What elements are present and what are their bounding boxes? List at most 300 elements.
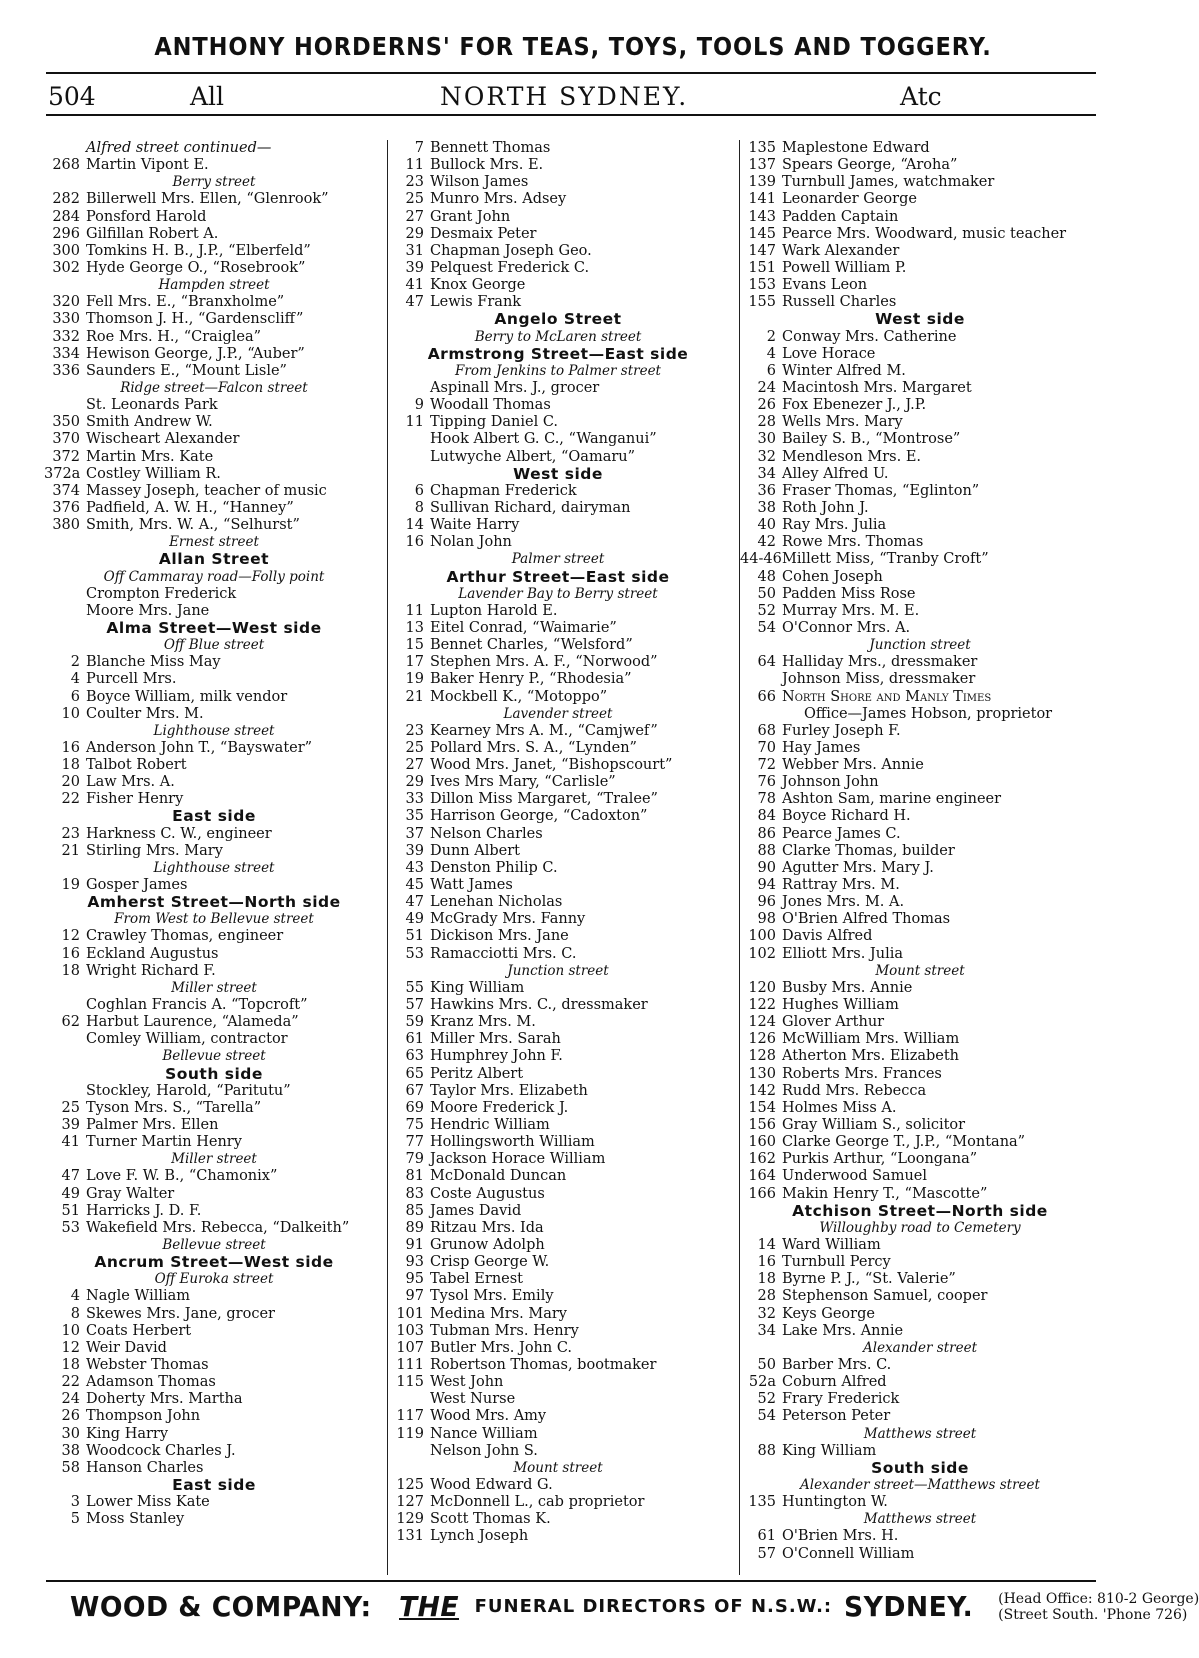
resident-name: Underwood Samuel	[782, 1168, 927, 1185]
directory-entry	[44, 1168, 384, 1185]
directory-entry	[388, 140, 728, 157]
directory-entry	[740, 449, 1100, 466]
house-number: 36	[757, 482, 776, 499]
directory-entry	[740, 723, 1100, 740]
resident-name: Bennet Charles, “Welsford”	[430, 637, 633, 654]
house-number: 52	[757, 1391, 776, 1408]
footer-city: SYDNEY.	[844, 1590, 974, 1623]
directory-entry	[44, 1374, 384, 1391]
house-number: 86	[757, 825, 776, 842]
house-number: 98	[757, 911, 776, 928]
house-number: 21	[405, 688, 424, 705]
directory-entry	[740, 380, 1100, 397]
directory-entry	[388, 517, 728, 534]
resident-name: Wark Alexander	[782, 242, 900, 259]
street-heading: East side	[172, 807, 256, 826]
resident-name: Ramacciotti Mrs. C.	[430, 945, 577, 962]
house-number: 89	[405, 1219, 424, 1236]
house-number: 154	[748, 1099, 776, 1116]
directory-entry	[44, 1306, 384, 1323]
resident-name: Eckland Augustus	[86, 945, 219, 962]
directory-entry	[388, 1203, 728, 1220]
house-number: 10	[61, 705, 80, 722]
resident-name: Thomson J. H., “Gardenscliff”	[86, 311, 304, 328]
cross-street-note: Lavender street	[503, 705, 613, 722]
resident-name: Glover Arthur	[782, 1014, 885, 1031]
house-number: 32	[757, 1305, 776, 1322]
directory-entry	[44, 877, 384, 894]
resident-name: Billerwell Mrs. Ellen, “Glenrook”	[86, 191, 329, 208]
directory-entry	[740, 1066, 1100, 1083]
directory-entry	[740, 346, 1100, 363]
resident-name: Denston Philip C.	[430, 859, 558, 876]
directory-entry	[388, 157, 728, 174]
street-heading: Alma Street—West side	[106, 618, 322, 637]
resident-name: Nelson Charles	[430, 825, 543, 842]
resident-name: Crawley Thomas, engineer	[86, 928, 284, 945]
directory-entry	[388, 826, 728, 843]
resident-name: Roberts Mrs. Frances	[782, 1065, 942, 1082]
house-number: 53	[61, 1219, 80, 1236]
house-number: 124	[748, 1014, 776, 1031]
house-number: 28	[757, 1288, 776, 1305]
resident-name: Lake Mrs. Annie	[782, 1322, 904, 1339]
house-number: 50	[757, 1356, 776, 1373]
directory-entry	[388, 1511, 728, 1528]
directory-entry	[740, 946, 1100, 963]
resident-name: Makin Henry T., “Mascotte”	[782, 1185, 988, 1202]
cross-street-note: Alfred street continued—	[86, 140, 272, 156]
directory-entry	[388, 1477, 728, 1494]
footer-company: WOOD & COMPANY:	[70, 1590, 372, 1623]
resident-name: Wright Richard F.	[86, 962, 216, 979]
house-number: 14	[757, 1237, 776, 1253]
directory-entry	[44, 671, 384, 688]
house-number: 8	[414, 499, 424, 516]
directory-entry	[740, 1254, 1100, 1271]
cross-street-note: Berry street	[172, 174, 256, 191]
directory-entry	[740, 414, 1100, 431]
directory-entry	[44, 826, 384, 843]
house-number: 34	[757, 465, 776, 482]
resident-name: Hendric William	[430, 1117, 550, 1134]
house-number: 103	[396, 1322, 424, 1339]
directory-entry	[44, 294, 384, 311]
resident-name: Nelson John S.	[430, 1442, 538, 1459]
house-number: 126	[748, 1031, 776, 1048]
cross-street-note: Ernest street	[169, 534, 259, 551]
directory-entry	[740, 1237, 1100, 1254]
directory-entry	[388, 654, 728, 671]
house-number: 23	[61, 825, 80, 842]
house-number: 54	[757, 1408, 776, 1425]
house-number: 67	[405, 1082, 424, 1099]
resident-name: Atherton Mrs. Elizabeth	[782, 1048, 960, 1065]
street-heading: Arthur Street—East side	[446, 567, 670, 586]
resident-name: Russell Charles	[782, 294, 897, 311]
house-number: 30	[757, 431, 776, 448]
resident-name: McGrady Mrs. Fanny	[430, 911, 586, 928]
advertising-banner: ANTHONY HORDERNS' FOR TEAS, TOYS, TOOLS AND TOGGERY.	[154, 32, 992, 61]
house-number: 72	[757, 757, 776, 774]
directory-entry	[740, 157, 1100, 174]
house-number: 24	[61, 1391, 80, 1408]
house-number: 62	[61, 1014, 80, 1031]
house-number: 119	[396, 1425, 424, 1442]
house-number: 29	[405, 774, 424, 791]
cross-street-note: Palmer street	[511, 551, 605, 568]
directory-entry	[44, 586, 384, 603]
directory-entry	[388, 1528, 728, 1545]
resident-name: Coulter Mrs. M.	[86, 705, 204, 722]
directory-entry	[740, 140, 1100, 157]
directory-entry	[388, 1306, 728, 1323]
directory-entry	[44, 1391, 384, 1408]
directory-entry	[44, 449, 384, 466]
house-number: 65	[405, 1065, 424, 1082]
cross-street-note: From West to Bellevue street	[114, 911, 314, 928]
cross-street-note: Lavender Bay to Berry street	[458, 585, 658, 602]
resident-name: Medina Mrs. Mary	[430, 1305, 567, 1322]
house-number: 147	[748, 242, 776, 259]
page-title: NORTH SYDNEY.	[440, 82, 689, 111]
cross-street-note: Alexander street	[863, 1339, 977, 1356]
house-number: 64	[757, 654, 776, 671]
house-number: 59	[405, 1014, 424, 1031]
resident-name: Blanche Miss May	[86, 654, 221, 671]
resident-name: Love Horace	[782, 345, 876, 362]
directory-entry	[740, 1134, 1100, 1151]
resident-name: Wood Mrs. Janet, “Bishopscourt”	[430, 757, 673, 774]
resident-name: Dillon Miss Margaret, “Tralee”	[430, 791, 658, 808]
resident-name: Anderson John T., “Bayswater”	[86, 739, 313, 756]
directory-entry	[388, 1271, 728, 1288]
house-number: 37	[405, 825, 424, 842]
house-number: 30	[61, 1425, 80, 1442]
house-number: 11	[405, 602, 424, 619]
house-number: 33	[405, 791, 424, 808]
house-number: 96	[757, 894, 776, 911]
house-number: 6	[766, 362, 776, 379]
directory-entry	[388, 740, 728, 757]
resident-name: Leonarder George	[782, 191, 917, 208]
directory-entry	[740, 569, 1100, 586]
house-number: 23	[405, 722, 424, 739]
resident-name: Purkis Arthur, “Loongana”	[782, 1151, 978, 1168]
resident-name: Wood Mrs. Amy	[430, 1408, 547, 1425]
cross-street-note: Mount street	[875, 962, 965, 979]
directory-entry	[388, 894, 728, 911]
resident-name: McDonald Duncan	[430, 1168, 567, 1185]
directory-entry	[388, 1151, 728, 1168]
directory-entry	[388, 483, 728, 500]
house-number: 166	[748, 1185, 776, 1202]
resident-name: Nagle William	[86, 1288, 191, 1305]
resident-name: Jackson Horace William	[430, 1151, 606, 1168]
resident-name: Cohen Joseph	[782, 568, 883, 585]
house-number: 117	[396, 1408, 424, 1425]
cross-street-note: Off Euroka street	[154, 1271, 274, 1288]
resident-name: Martin Vipont E.	[86, 157, 209, 174]
page-number: 504	[48, 82, 96, 111]
resident-name: Skewes Mrs. Jane, grocer	[86, 1305, 275, 1322]
resident-name: Grant John	[430, 208, 511, 225]
house-number: 6	[414, 482, 424, 499]
house-number: 143	[748, 208, 776, 225]
house-number: 4	[766, 345, 776, 362]
street-heading: Allan Street	[158, 550, 270, 569]
resident-name: West Nurse	[430, 1391, 516, 1408]
house-number: 15	[405, 637, 424, 654]
house-number: 43	[405, 859, 424, 876]
resident-name: Wakefield Mrs. Rebecca, “Dalkeith”	[86, 1219, 350, 1236]
directory-entry	[388, 1014, 728, 1031]
directory-entry	[740, 894, 1100, 911]
resident-name: Massey Joseph, teacher of music	[86, 482, 327, 499]
directory-entry	[740, 260, 1100, 277]
house-number: 54	[757, 619, 776, 636]
house-number: 100	[748, 928, 776, 945]
house-number: 139	[748, 174, 776, 191]
directory-entry	[388, 1391, 728, 1408]
directory-entry	[388, 1288, 728, 1305]
house-number: 47	[405, 294, 424, 311]
directory-entry	[388, 946, 728, 963]
resident-name: Stephenson Samuel, cooper	[782, 1288, 988, 1305]
resident-name: Roe Mrs. H., “Craiglea”	[86, 328, 262, 345]
directory-entry	[740, 1391, 1100, 1408]
resident-name: Gray Walter	[86, 1185, 175, 1202]
directory-entry	[740, 1151, 1100, 1168]
house-number: 20	[61, 774, 80, 791]
resident-name: Boyce William, milk vendor	[86, 688, 288, 705]
resident-name: Elliott Mrs. Julia	[782, 945, 903, 962]
house-number: 2	[70, 654, 80, 671]
directory-entry	[740, 1357, 1100, 1374]
directory-entry	[44, 774, 384, 791]
resident-name: Hay James	[782, 739, 861, 756]
resident-name: Hyde George O., “Rosebrook”	[86, 259, 306, 276]
resident-name: Hewison George, J.P., “Auber”	[86, 345, 305, 362]
resident-name: Fisher Henry	[86, 791, 184, 808]
resident-name: Ward William	[782, 1237, 881, 1253]
directory-entry	[44, 226, 384, 243]
directory-entry	[740, 1168, 1100, 1185]
resident-name: Turnbull James, watchmaker	[782, 174, 995, 191]
directory-entry	[740, 397, 1100, 414]
cross-street-note: Off Blue street	[163, 637, 265, 654]
directory-entry	[740, 620, 1100, 637]
directory-entry	[740, 689, 1100, 706]
directory-entry	[740, 1374, 1100, 1391]
cross-street-note: Lighthouse street	[153, 722, 275, 739]
directory-entry	[44, 209, 384, 226]
street-heading: Angelo Street	[494, 310, 622, 329]
resident-name: James David	[430, 1202, 522, 1219]
resident-name: Moore Frederick J.	[430, 1099, 569, 1116]
directory-entry	[44, 791, 384, 808]
house-number: 376	[52, 499, 80, 516]
directory-entry	[740, 191, 1100, 208]
house-number: 51	[61, 1202, 80, 1219]
directory-entry	[44, 311, 384, 328]
house-number: 48	[757, 568, 776, 585]
house-number: 16	[757, 1254, 776, 1271]
column-right	[740, 140, 1100, 1563]
house-number: 11	[405, 157, 424, 174]
directory-entry	[44, 1323, 384, 1340]
resident-name: Tomkins H. B., J.P., “Elberfeld”	[86, 242, 311, 259]
directory-entry	[44, 1134, 384, 1151]
directory-entry	[388, 1443, 728, 1460]
resident-name: Hanson Charles	[86, 1459, 204, 1476]
resident-name: Crisp George W.	[430, 1254, 550, 1271]
house-number	[44, 586, 86, 603]
directory-entry	[44, 843, 384, 860]
house-number: 26	[757, 397, 776, 414]
house-number: 97	[405, 1288, 424, 1305]
house-number: 21	[61, 842, 80, 859]
directory-entry	[740, 483, 1100, 500]
directory-entry	[740, 431, 1100, 448]
directory-entry	[44, 329, 384, 346]
directory-entry	[44, 997, 384, 1014]
resident-name: Coats Herbert	[86, 1322, 192, 1339]
directory-entry	[740, 1186, 1100, 1203]
directory-entry	[388, 1426, 728, 1443]
house-number: 11	[405, 414, 424, 431]
house-number: 10	[61, 1322, 80, 1339]
directory-entry	[740, 586, 1100, 603]
resident-name: Office—James Hobson, proprietor	[804, 705, 1053, 722]
house-number: 57	[757, 1545, 776, 1562]
resident-name: Byrne P. J., “St. Valerie”	[782, 1271, 956, 1288]
house-number: 4	[70, 1288, 80, 1305]
directory-entry	[740, 1306, 1100, 1323]
directory-entry	[388, 1066, 728, 1083]
resident-name: McWilliam Mrs. William	[782, 1031, 960, 1048]
directory-entry	[388, 1340, 728, 1357]
house-number: 350	[52, 414, 80, 431]
directory-entry	[740, 1014, 1100, 1031]
resident-name: King William	[430, 979, 525, 996]
resident-name: Woodcock Charles J.	[86, 1442, 236, 1459]
directory-entry	[44, 654, 384, 671]
resident-name: Moss Stanley	[86, 1511, 185, 1528]
directory-entry	[44, 1100, 384, 1117]
resident-name: Rowe Mrs. Thomas	[782, 534, 924, 551]
house-number: 24	[757, 379, 776, 396]
resident-name: Pearce James C.	[782, 825, 901, 842]
resident-name: Keys George	[782, 1305, 875, 1322]
house-number: 127	[396, 1494, 424, 1511]
resident-name: Jones Mrs. M. A.	[782, 894, 905, 911]
directory-entry	[44, 603, 384, 620]
street-heading: Armstrong Street—East side	[427, 344, 689, 363]
house-number: 164	[748, 1168, 776, 1185]
directory-entry	[740, 1083, 1100, 1100]
resident-name: Hawkins Mrs. C., dressmaker	[430, 997, 648, 1014]
resident-name: Tyson Mrs. S., “Tarella”	[86, 1099, 262, 1116]
house-number: 16	[405, 534, 424, 551]
street-heading: West side	[875, 310, 965, 329]
house-number: 13	[405, 619, 424, 636]
house-number: 372	[52, 448, 80, 465]
resident-name: Eitel Conrad, “Waimarie”	[430, 619, 617, 636]
house-number: 5	[70, 1511, 80, 1528]
house-number: 16	[61, 739, 80, 756]
house-number	[44, 397, 86, 414]
directory-entry	[388, 500, 728, 517]
directory-entry	[740, 329, 1100, 346]
directory-entry	[388, 928, 728, 945]
house-number: 83	[405, 1185, 424, 1202]
resident-name: Waite Harry	[430, 517, 520, 534]
resident-name: Pearce Mrs. Woodward, music teacher	[782, 225, 1067, 242]
house-number: 57	[405, 997, 424, 1014]
footer-office-line2: (Street South. 'Phone 726)	[998, 1606, 1188, 1623]
cross-street-note: Mount street	[513, 1459, 603, 1476]
house-number: 128	[748, 1048, 776, 1065]
resident-name: Lupton Harold E.	[430, 602, 558, 619]
resident-name: Harricks J. D. F.	[86, 1202, 202, 1219]
resident-name: Mockbell K., “Motoppo”	[430, 688, 608, 705]
directory-entry	[44, 946, 384, 963]
resident-name: Holmes Miss A.	[782, 1099, 897, 1116]
directory-entry	[44, 963, 384, 980]
street-heading: Ancrum Street—West side	[94, 1253, 334, 1272]
house-number: 162	[748, 1151, 776, 1168]
house-number: 95	[405, 1271, 424, 1288]
resident-name: Ponsford Harold	[86, 208, 207, 225]
resident-name: Wood Edward G.	[430, 1476, 553, 1493]
house-number: 29	[405, 225, 424, 242]
house-number: 380	[52, 517, 80, 534]
resident-name: Turner Martin Henry	[86, 1134, 242, 1151]
house-number: 330	[52, 311, 80, 328]
house-number: 372a	[44, 465, 81, 482]
house-number: 39	[405, 259, 424, 276]
house-number	[44, 603, 86, 620]
house-number: 45	[405, 877, 424, 894]
resident-name: Maplestone Edward	[782, 140, 930, 156]
street-heading: West side	[513, 464, 603, 483]
resident-name: King William	[782, 1442, 877, 1459]
directory-entry	[740, 740, 1100, 757]
resident-name: Dunn Albert	[430, 842, 520, 859]
house-number: 38	[757, 499, 776, 516]
resident-name: Coburn Alfred	[782, 1374, 887, 1391]
directory-entry	[44, 363, 384, 380]
street-heading: East side	[172, 1475, 256, 1494]
directory-entry	[740, 1288, 1100, 1305]
directory-entry	[740, 911, 1100, 928]
house-number: 18	[757, 1271, 776, 1288]
resident-name: Taylor Mrs. Elizabeth	[430, 1082, 588, 1099]
directory-entry	[388, 1254, 728, 1271]
house-number	[388, 1391, 430, 1408]
house-number: 156	[748, 1117, 776, 1134]
house-number: 101	[396, 1305, 424, 1322]
house-number: 79	[405, 1151, 424, 1168]
directory-entry	[740, 174, 1100, 191]
directory-entry	[388, 860, 728, 877]
house-number: 61	[405, 1031, 424, 1048]
resident-name: Purcell Mrs.	[86, 671, 177, 688]
house-number: 69	[405, 1099, 424, 1116]
resident-name: Love F. W. B., “Chamonix”	[86, 1168, 278, 1185]
directory-entry	[388, 294, 728, 311]
